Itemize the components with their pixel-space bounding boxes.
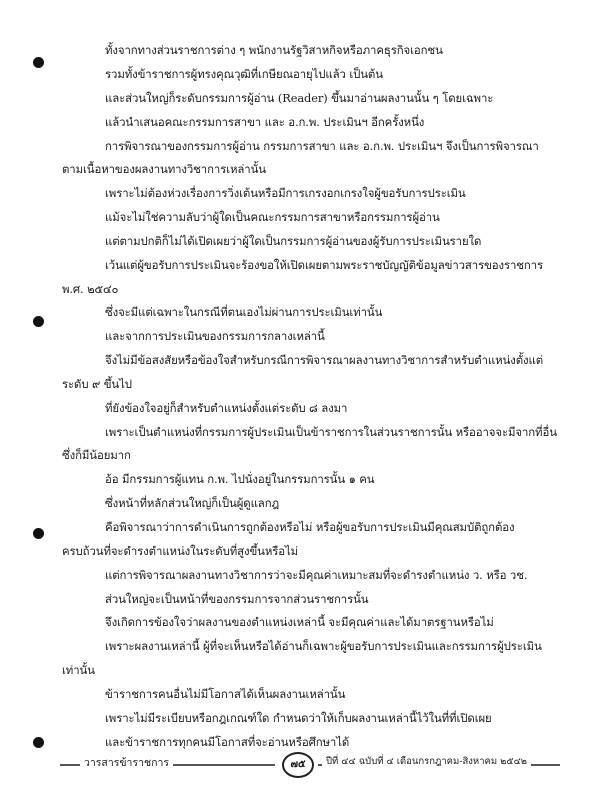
body-line: พ.ศ. ๒๕๔๐ [62,282,119,296]
body-line: ซึ่งหน้าที่หลักส่วนใหญ่ก็เป็นผู้ดูแลกฎ [105,496,280,510]
body-line: ข้าราชการคนอื่นไม่มีโอกาสได้เห็นผลงานเหล่านั้น [105,687,346,701]
binder-hole [33,528,44,539]
body-line: แต่ตามปกติก็ไม่ได้เปิดเผยว่าผู้ใดเป็นกรรมการผู้อ่านของผู้รับการประเมินรายใด [105,234,482,248]
binder-hole [33,57,44,68]
body-line: การพิจารณาของกรรมการผู้อ่าน กรรมการสาขา และ อ.ก.พ. ประเมินฯ จึงเป็นการพิจารณา [105,139,539,153]
body-line: รวมทั้งข้าราชการผู้ทรงคุณวุฒิที่เกษียณอายุไปแล้ว เป็นต้น [105,67,383,81]
footer-issue-info: ปีที่ ๔๔ ฉบับที่ ๔ เดือนกรกฎาคม-สิงหาคม ๒๕๔๒ [322,754,531,769]
body-line: เพราะไม่มีระเบียบหรือกฎเกณฑ์ใด กำหนดว่าให้เก็บผลงานเหล่านี้ไว้ในที่ที่เปิดเผย [105,711,492,725]
body-line: และส่วนใหญ่ก็ระดับกรรมการผู้อ่าน (Reader) ขึ้นมาอ่านผลงานนั้น ๆ โดยเฉพาะ [105,91,494,105]
body-line: เท่านั้น [62,663,95,677]
binder-hole [33,737,44,748]
footer-journal-title: วารสารข้าราชการ [80,754,173,771]
body-line: เพราะไม่ต้องห่วงเรื่องการวิ่งเต้นหรือมีการเกรงอกเกรงใจผู้ขอรับการประเมิน [105,186,466,200]
body-line: ที่ยังข้องใจอยู่ก็สำหรับตำแหน่งตั้งแต่ระดับ ๘ ลงมา [105,401,348,415]
page-number-badge: ๗๕ [282,752,314,778]
binder-hole [33,316,44,327]
body-line: แม้จะไม่ใช่ความลับว่าผู้ใดเป็นคณะกรรมการสาขาหรือกรรมการผู้อ่าน [105,210,440,224]
body-line: จึงไม่มีข้อสงสัยหรือข้องใจสำหรับกรณีการพิจารณาผลงานทางวิชาการสำหรับตำแหน่งตั้งแต่ [105,353,543,367]
body-line: อ้อ มีกรรมการผู้แทน ก.พ. ไปนั่งอยู่ในกรรมการนั้น ๑ คน [105,472,375,486]
body-line: คือพิจารณาว่าการดำเนินการถูกต้องหรือไม่ หรือผู้ขอรับการประเมินมีคุณสมบัติถูกต้อง [105,520,515,534]
body-line: ซึ่งจะมีแต่เฉพาะในกรณีที่ตนเองไม่ผ่านการประเมินเท่านั้น [105,305,383,319]
body-line: ซึ่งก็มีน้อยมาก [62,448,131,462]
body-line: เว้นแต่ผู้ขอรับการประเมินจะร้องขอให้เปิดเผยตามพระราชบัญญัติข้อมูลข่าวสารของราชการ [105,258,544,272]
body-line: จึงเกิดการข้องใจว่าผลงานของตำแหน่งเหล่านี้ จะมีคุณค่าและได้มาตรฐานหรือไม่ [105,615,494,629]
body-line: ตามเนื้อหาของผลงานทางวิชาการเหล่านั้น [62,162,266,176]
body-line: เพราะเป็นตำแหน่งที่กรรมการผู้ประเมินเป็นข้าราชการในส่วนราชการนั้น หรืออาจจะมีจากที่อื่น [105,425,557,439]
body-line: ส่วนใหญ่จะเป็นหน้าที่ของกรรมการจากส่วนราชการนั้น [105,592,369,606]
body-line: และจากการประเมินของกรรมการกลางเหล่านี้ [105,329,325,343]
body-line: ทั้งจากทางส่วนราชการต่าง ๆ พนักงานรัฐวิสาหกิจหรือภาคธุรกิจเอกชน [105,43,443,57]
body-line: แต่การพิจารณาผลงานทางวิชาการว่าจะมีคุณค่าเหมาะสมที่จะดำรงตำแหน่ง ว. หรือ วช. [105,568,528,582]
body-line: แล้วนำเสนอคณะกรรมการสาขา และ อ.ก.พ. ประเมินฯ อีกครั้งหนึ่ง [105,115,425,129]
page-footer [60,752,560,778]
body-line: ครบถ้วนที่จะดำรงตำแหน่งในระดับที่สูงขึ้นหรือไม่ [62,544,299,558]
body-line: ระดับ ๙ ขึ้นไป [62,377,132,391]
body-line: เพราะผลงานเหล่านี้ ผู้ที่จะเห็นหรือได้อ่านก็เฉพาะผู้ขอรับการประเมินและกรรมการผู้ประเมิน [105,639,542,653]
body-line: และข้าราชการทุกคนมีโอกาสที่จะอ่านหรือศึกษาได้ [105,735,350,749]
